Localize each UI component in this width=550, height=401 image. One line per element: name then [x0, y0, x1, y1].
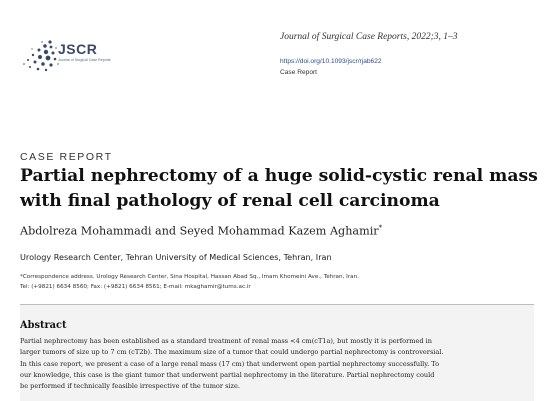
author-footnote-mark[interactable]: *: [378, 224, 383, 232]
author-list: [20, 224, 382, 238]
abstract-line: our knowledge, this case is the giant tumor that underwent partial nephrectomy in the literature. Partial nephrectomy could: [20, 370, 435, 379]
journal-citation: Journal of Surgical Case Reports, 2022;3, 1–3: [280, 32, 458, 42]
affiliation: Urology Research Center, Tehran University of Medical Sciences, Tehran, Iran: [20, 252, 332, 262]
article-title: [20, 164, 540, 214]
correspondence-line: Tel: (+9821) 6634 8560; Fax: (+9821) 6634 8561; E-mail: mkaghamir@tums.ac.ir: [20, 284, 251, 290]
abstract-divider: [20, 304, 534, 305]
correspondence: [20, 272, 540, 292]
authors-text: Abdolreza Mohammadi and Seyed Mohammad Kazem Aghamir: [20, 224, 379, 238]
brand-subtitle: Journal of Surgical Case Reports: [58, 58, 111, 62]
correspondence-line: *Correspondence address. Urology Research Center, Sina Hospital, Hassan Abad Sq., Imam Khomeini Ave., Tehran, Iran.: [20, 274, 359, 280]
abstract-line: In this case report, we present a case of a large renal mass (17 cm) that underwent open partial nephrectomy successfully. To: [20, 359, 440, 368]
abstract-heading: Abstract: [20, 320, 67, 331]
doi-link[interactable]: https://doi.org/10.1093/jscr/rjab622: [280, 58, 382, 65]
abstract-line: larger tumors of size up to 7 cm (cT2b). The maximum size of a tumor that could undergo partial nephrectomy is controversial.: [20, 348, 444, 357]
title-line: Partial nephrectomy of a huge solid-cystic renal mass: [20, 166, 538, 186]
abstract-body: [20, 336, 536, 392]
section-label: CASE REPORT: [20, 151, 113, 163]
article-type: Case Report: [280, 69, 318, 76]
brand-name: JSCR: [58, 41, 98, 57]
abstract-line: be performed if technically feasible irrespective of the tumor size.: [20, 382, 240, 391]
abstract-line: Partial nephrectomy has been established as a standard treatment of renal mass <4 cm(cT1a), but mostly it is performed in: [20, 337, 432, 345]
title-line: with final pathology of renal cell carcinoma: [20, 191, 440, 211]
